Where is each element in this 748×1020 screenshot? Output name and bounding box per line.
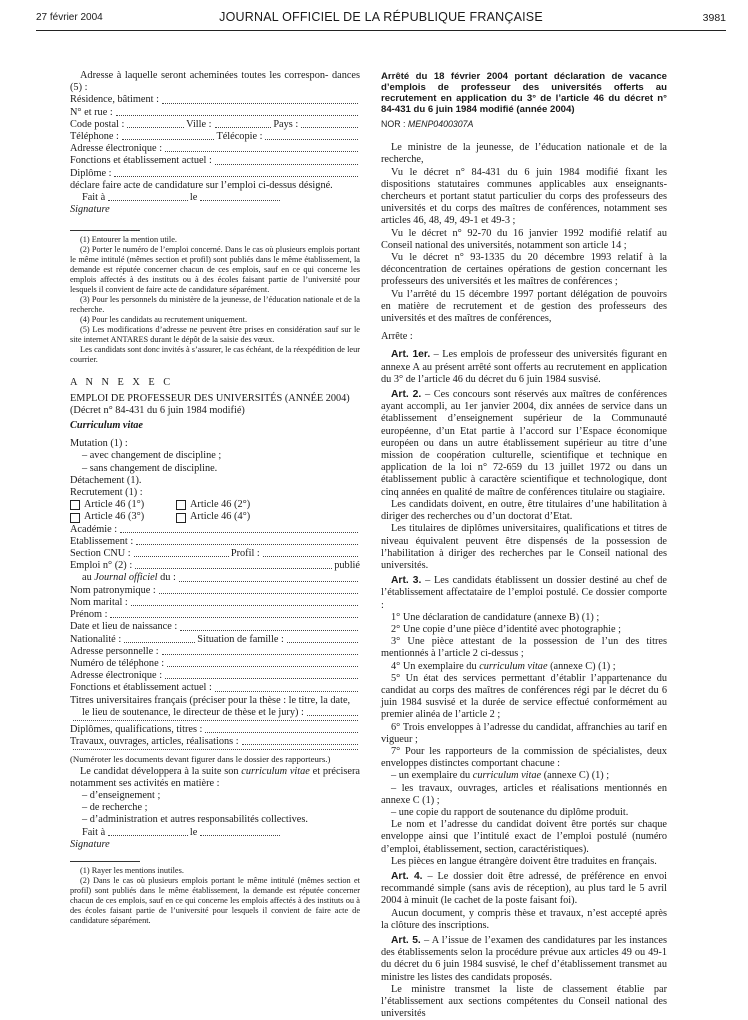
annexe-decret: (Décret n° 84-431 du 6 juin 1984 modifié)	[70, 404, 245, 416]
field-numero-telephone: Numéro de téléphone :	[70, 658, 360, 670]
footnote: (2) Dans le cas où plusieurs emplois portant le même intitulé (mêmes section et profil) sont publiés dans le même établissement, la demande est réputée concerner chacun de ces emplois, sauf en ce qui concerne les emplois affectés à des instituts ou à des écoles faisant partie de l’université pour lesquels il convient de faire acte de candidature séparément.	[70, 875, 360, 925]
form-declare: déclare faire acte de candidature sur l’emploi ci-dessus désigné.	[70, 179, 333, 191]
field-journal-officiel: au Journal officiel du :	[70, 572, 360, 584]
journal-title: JOURNAL OFFICIEL DE LA RÉPUBLIQUE FRANÇAISE	[219, 10, 543, 24]
list-item: 2° Une copie d’une pièce d’identité avec photographie ;	[391, 623, 621, 635]
field-adresse-electronique: Adresse électronique :	[70, 143, 360, 155]
field-titres: Titres universitaires français (préciser pour la thèse : le titre, la date,	[70, 694, 351, 706]
list-item: – les travaux, ouvrages, articles et réalisations mentionnés en annexe C (1) ;	[381, 782, 667, 806]
field-code-postal: Code postal : Ville : Pays :	[70, 119, 360, 131]
field-fait-a-cv: Fait à le	[70, 827, 282, 839]
article-1: Art. 1er. – Les emplois de professeur des universités figurant en annexe A au présent arrêté sont offerts au recrutement en application du 3° de l’article 46 du décret du 6 juin 1984 susvisé.	[381, 349, 667, 385]
field-prenom: Prénom :	[70, 609, 360, 621]
cv-sans: – sans changement de discipline.	[82, 462, 218, 474]
page-header	[36, 10, 726, 32]
checkbox-article-46-2[interactable]	[176, 500, 186, 510]
field-nom-marital: Nom marital :	[70, 597, 360, 609]
list-item: 7° Pour les rapporteurs de la commission de spécialistes, deux enveloppes distinctes comportant chacune :	[381, 745, 667, 770]
footnote: Les candidats sont donc invités à s’assurer, le cas échéant, de la réexpédition de leur courrier.	[70, 345, 360, 365]
footnote: (5) Les modifications d’adresse ne peuvent être prises en considération sauf sur le site internet ANTARES durant le dépôt de la saisie des vœux.	[70, 325, 360, 345]
cv-detachement: Détachement (1).	[70, 474, 142, 486]
right-column	[381, 71, 667, 1020]
cv-title: Curriculum vitae	[70, 420, 143, 432]
cv-avec: – avec changement de discipline ;	[82, 450, 222, 462]
field-academie: Académie :	[70, 524, 360, 536]
footnotes-top	[70, 235, 360, 365]
paragraph: Le ministre transmet la liste de classement établie par l’établissement aux sections compétentes du Conseil national des universités	[381, 983, 667, 1020]
field-adresse-personnelle: Adresse personnelle :	[70, 646, 360, 658]
field-residence: Résidence, bâtiment :	[70, 94, 360, 106]
field-titres-cont: le lieu de soutenance, le directeur de thèse et le jury) :	[70, 707, 360, 719]
field-emploi: Emploi n° (2) : publié	[70, 560, 360, 572]
paragraph: Vu le décret n° 93-1335 du 20 décembre 1993 relatif à la déconcentration de certaines opérations de gestion concernant les professeurs des universités et les maîtres de conférences ;	[381, 252, 667, 288]
footnote: (3) Pour les personnels du ministère de la jeunesse, de l’éducation nationale et de la recherche.	[70, 295, 360, 315]
article-2: Art. 2. – Ces concours sont réservés aux maîtres de conférences ayant accompli, au 1er janvier 2004, dix années de service dans un établissement d’enseignement supérieur de la Communauté européenne, d’un Etat partie à l’accord sur l’Espace économique européen ou dans un autre établissement supérieur au titre d’une mission de coopération culturelle, scientifique et technique en application de la loi n° 72-659 du 13 juillet 1972 ou dans un établissement public à caractère scientifique et technologique, dont cinq années en qualité de maître de conférences titulaire ou stagiaire.	[381, 389, 667, 498]
field-diplome: Diplôme :	[70, 168, 360, 180]
field-travaux: Travaux, ouvrages, articles, réalisations :	[70, 736, 360, 748]
field-adresse-electronique-cv: Adresse électronique :	[70, 670, 360, 682]
signature-label-cv: Signature	[70, 838, 110, 850]
field-date-lieu: Date et lieu de naissance :	[70, 621, 360, 633]
list-item: 1° Une déclaration de candidature (annexe B) (1) ;	[391, 611, 600, 623]
list-item: – un exemplaire du curriculum vitae (annexe C) (1) ;	[391, 770, 610, 782]
item-enseignement: – d’enseignement ;	[82, 789, 161, 801]
item-administration: – d’administration et autres responsabilités collectives.	[82, 814, 308, 826]
paragraph: Le nom et l’adresse du candidat doivent être portés sur chaque enveloppe ainsi que l’intitulé exact de l’emploi postulé (numéro d’emploi, établissement, section, caractéristiques).	[381, 819, 667, 855]
left-column	[70, 70, 360, 926]
list-item: 4° Un exemplaire du curriculum vitae (annexe C) (1) ;	[391, 660, 616, 672]
annexe-title: A N N E X E C	[70, 377, 174, 389]
field-etablissement: Etablissement :	[70, 536, 360, 548]
paragraph: Vu le décret n° 92-70 du 16 janvier 1992 modifié relatif au Conseil national des universités, notamment son article 14 ;	[381, 227, 667, 251]
arrete-title: Arrêté du 18 février 2004 portant déclaration de vacance d’emplois de professeur des universités offerts au recrutement en application du 3° de l’article 46 du décret n° 84-431 du 6 juin 1984 modifié (année 2004)	[381, 71, 667, 115]
paragraph: Vu le décret n° 84-431 du 6 juin 1984 modifié fixant les dispositions statutaires communes applicables aux enseignants-chercheurs et portant statut particulier du corps des professeurs des universités et du corps des maîtres de conférences, notamment ses articles 46, 48, 49, 49-1 et 49-3 ;	[381, 166, 667, 227]
list-item: 3° Une pièce attestant de la possession de l’un des titres mentionnés à l’article 2 ci-dessus ;	[381, 636, 667, 660]
field-section-cnu: Section CNU : Profil :	[70, 548, 360, 560]
paragraph: Aucun document, y compris thèse et travaux, n’est accepté après la clôture des inscriptions.	[381, 907, 667, 931]
checkbox-row: Article 46 (3°) Article 46 (4°)	[70, 511, 360, 523]
checkbox-row: Article 46 (1°) Article 46 (2°)	[70, 499, 360, 511]
paragraph: Vu l’arrêté du 15 décembre 1997 portant délégation de pouvoirs en matière de recrutement et de gestion des professeurs des universités et des maîtres de conférences,	[381, 288, 667, 325]
paragraph: Les titulaires de diplômes universitaires, qualifications et titres de niveau équivalent peuvent être dispensés de la possession de l’habilitation à diriger des recherches par le Conseil national des universités.	[381, 523, 667, 571]
item-recherche: – de recherche ;	[82, 802, 148, 814]
list-item: 6° Trois enveloppes à l’adresse du candidat, affranchies au tarif en vigueur ;	[381, 721, 667, 745]
form-adresse: Adresse à laquelle seront acheminées toutes les correspon- dances (5) :	[70, 70, 361, 94]
article-4: Art. 4. – Le dossier doit être adressé, de préférence en envoi recommandé simple (sans avis de réception), au plus tard le 5 avril 2004 à minuit (le cachet de la poste faisant foi).	[381, 870, 667, 907]
cv-recrutement: Recrutement (1) :	[70, 487, 143, 499]
numeroter-note: (Numéroter les documents devant figurer dans le dossier des rapporteurs.)	[70, 754, 331, 765]
paragraph: Le ministre de la jeunesse, de l’éducation nationale et de la recherche,	[381, 142, 667, 166]
footnote: (1) Entourer la mention utile.	[80, 235, 177, 245]
header-date: 27 février 2004	[36, 12, 103, 23]
footnote: (2) Porter le numéro de l’emploi concerné. Dans le cas où plusieurs emplois portant le même intitulé (mêmes section et profil) sont publiés dans le même établissement, la demande est réputée concerner chacun de ces emplois, sauf en ce qui concerne les emplois affectés à des instituts ou à des écoles faisant partie de l’université pour lesquels il convient de faire acte de candidature séparément.	[70, 245, 360, 295]
footnote-separator	[70, 861, 140, 862]
annexe-subtitle: EMPLOI DE PROFESSEUR DES UNIVERSITÉS (ANNÉE 2004)	[70, 392, 350, 404]
header-rule	[36, 30, 726, 31]
nor-reference: NOR : MENP0400307A	[381, 119, 474, 129]
paragraph: Les pièces en langue étrangère doivent être traduites en français.	[391, 855, 657, 867]
checkbox-article-46-3[interactable]	[70, 513, 80, 523]
developpera-text: Le candidat développera à la suite son curriculum vitae et précisera notamment ses activités en matière :	[70, 765, 360, 789]
signature-label: Signature	[70, 204, 110, 216]
list-item: 5° Un état des services permettant d’établir l’appartenance du candidat au corps des maîtres de conférences régi par le décret du 6 juin 1984 susvisé et la durée de service effectué conformément au premier alinéa de l’article 2 ;	[381, 672, 667, 721]
article-5: Art. 5. – A l’issue de l’examen des candidatures par les instances des établissements selon la procédure prévue aux articles 49 ou 49-1 du décret du 6 juin 1984 susvisé, le chef d’établissement transmet au ministre les listes des candidats proposés.	[381, 935, 668, 983]
field-diplomes: Diplômes, qualifications, titres :	[70, 724, 360, 736]
list-item: – une copie du rapport de soutenance du diplôme produit.	[391, 806, 629, 818]
field-fonctions: Fonctions et établissement actuel :	[70, 155, 360, 167]
checkbox-article-46-4[interactable]	[176, 513, 186, 523]
cv-mutation: Mutation (1) :	[70, 438, 128, 450]
field-nationalite: Nationalité : Situation de famille :	[70, 634, 360, 646]
page-number: 3981	[702, 12, 726, 24]
footnote: (4) Pour les candidats au recrutement uniquement.	[80, 315, 248, 325]
paragraph: Les candidats doivent, en outre, être titulaires d’une habilitation à diriger des recherches ou d’un doctorat d’Etat.	[381, 498, 667, 523]
field-telephone: Téléphone : Télécopie :	[70, 131, 360, 143]
article-3: Art. 3. – Les candidats établissent un dossier destiné au chef de l’établissement affectataire de l’emploi postulé. Ce dossier comporte :	[381, 575, 667, 611]
footnote: (1) Rayer les mentions inutiles.	[80, 865, 184, 875]
checkbox-article-46-1[interactable]	[70, 500, 80, 510]
field-fonctions-cv: Fonctions et établissement actuel :	[70, 682, 360, 694]
field-nom-patronymique: Nom patronymique :	[70, 585, 360, 597]
arrete-label: Arrête :	[381, 331, 413, 343]
field-rue: N° et rue :	[70, 107, 360, 119]
footnotes-bottom	[70, 866, 360, 926]
field-fait-a: Fait à le	[70, 192, 282, 204]
footnote-separator	[70, 230, 140, 231]
